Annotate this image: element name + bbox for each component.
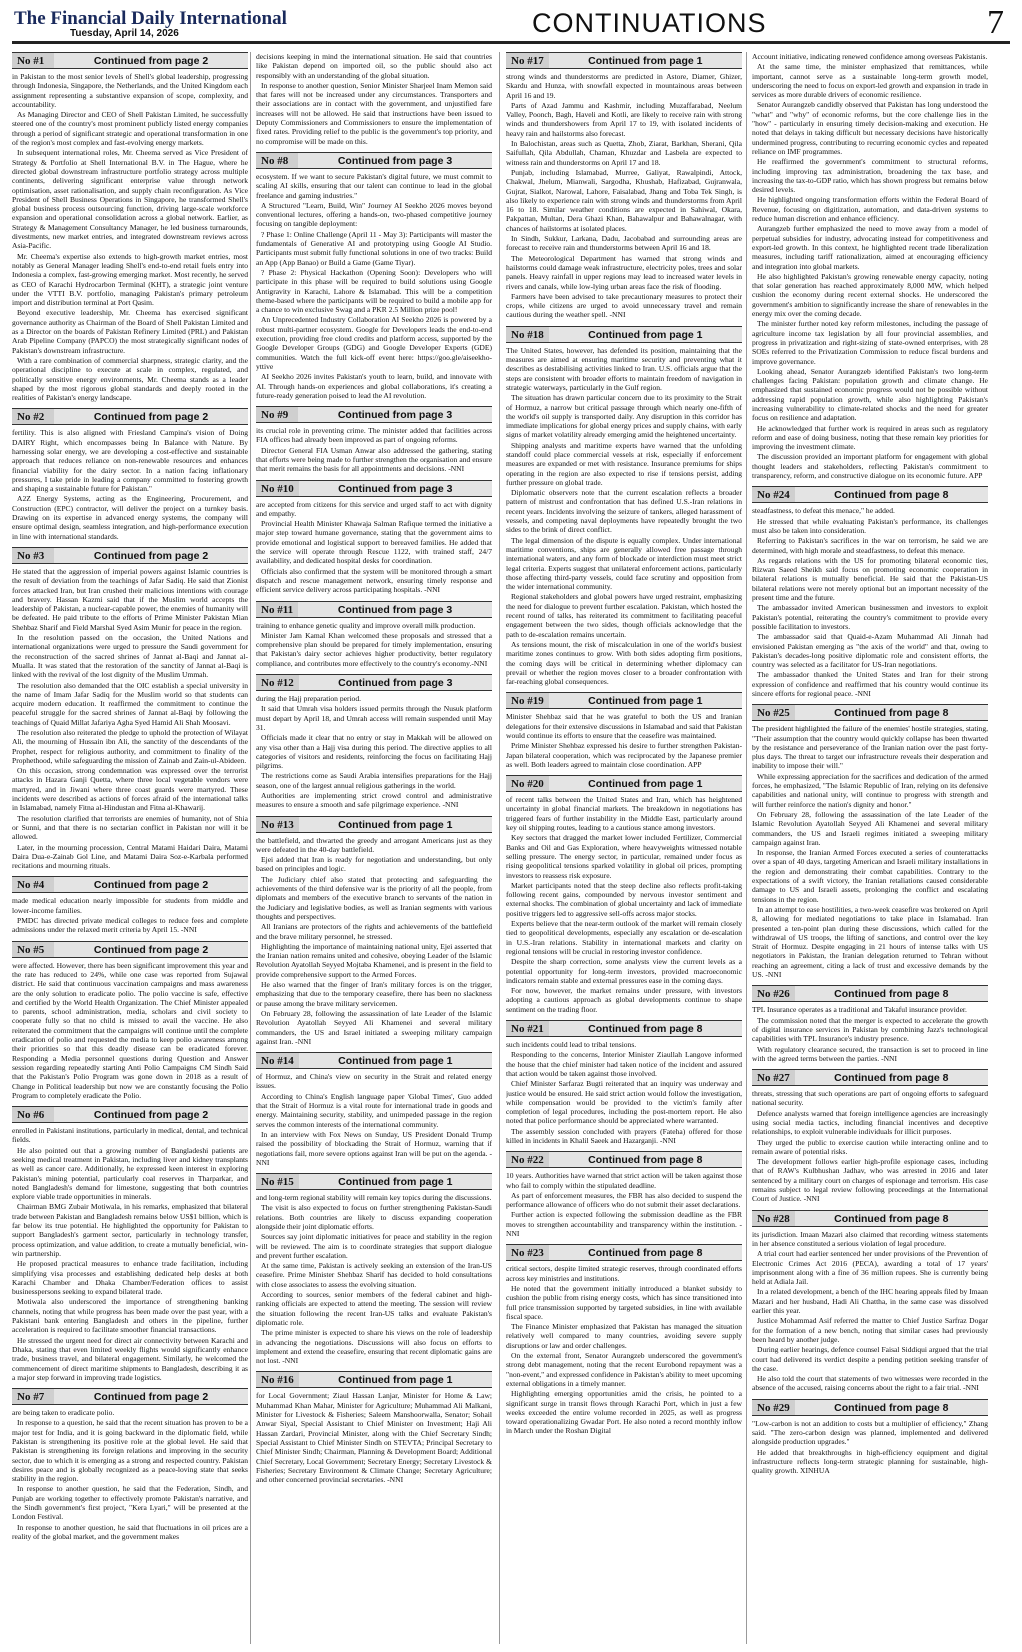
article-body: [12, 567, 248, 871]
article: [506, 1020, 742, 1145]
article-paragraph: Provincial Health Minister Khawaja Salman Rafique termed the initiative a major step toward humane governance, stating that the government aims to provide emotional and logistical support to bereaved families. He added that the service will operate through Rescue 1122, with trained staff, 24/7 availability, and dedicated hospital desks for coordination.: [256, 519, 492, 566]
article-paragraph: He also warned that the finger of Iran's military forces is on the trigger, emphasizing that due to the temporary ceasefire, there has been no slackness or pause among the brave military servicemen.: [256, 980, 492, 1008]
article-header: [256, 1052, 492, 1069]
article-number: No #29: [752, 1400, 795, 1415]
article-body: [506, 72, 742, 320]
article-number: No #6: [12, 1107, 54, 1122]
article-header: [256, 1173, 492, 1190]
continued-from-label: Continued from page 8: [834, 1212, 949, 1225]
article-paragraph: Aurangzeb further emphasized the need to move away from a model of perpetual subsidies for industry, advocating instead for competitiveness and export-led growth. In this context, he highlighted recent trade liberalization measures, including tariff rationalization, aimed at encouraging efficiency and integration into global markets.: [752, 224, 988, 271]
article-number: No #25: [752, 705, 795, 720]
article-paragraph: In response, the Iranian Armed Forces executed a series of counterattacks over a span of 40 days, targeting American and Israeli military installations in the region and demonstrating their combat capabilities. Contrary to the expectations of a swift victory, the Iranian retaliations caused considerable damage to US and Israeli assets, prolonging the conflict and escalating tensions in the region.: [752, 848, 988, 904]
article-body: [256, 836, 492, 1047]
column-divider: [746, 52, 747, 1644]
continued-from-label: Continued from page 2: [93, 1109, 209, 1122]
continued-from-label: Continued from page 8: [834, 707, 949, 720]
article-number: No #16: [256, 1372, 299, 1387]
article: [12, 941, 248, 1100]
article-paragraph: The ambassador thanked the United States and Iran for their strong expression of confidence and reaffirmed that his country would continue its sincere efforts for regional peace. -NNI: [752, 670, 988, 698]
article: [506, 52, 742, 320]
article: [506, 326, 742, 687]
article-body: [12, 1408, 248, 1541]
continued-from-label: Continued from page 1: [588, 328, 703, 341]
article-number: No #14: [256, 1053, 299, 1068]
article-body: [752, 506, 988, 698]
column-2: [256, 52, 492, 1644]
article-header: [12, 876, 248, 893]
article: [506, 692, 742, 769]
article-header: [12, 547, 248, 564]
article-number: No #4: [12, 877, 54, 892]
article-paragraph: threats, stressing that such operations are part of ongoing efforts to safeguard national security.: [752, 1089, 988, 1108]
issue-date: Tuesday, April 14, 2026: [70, 28, 179, 39]
article-header: [752, 704, 988, 721]
article-header: [506, 326, 742, 343]
article-paragraph: A trial court had earlier sentenced her under provisions of the Prevention of Electronic Crimes Act 2016 (PECA), awarding a total of 17 years' imprisonment along with a fine of 36 million rupees. She is currently being held at Adiala Jail.: [752, 1249, 988, 1287]
article-body: [256, 500, 492, 595]
article-paragraph: The United States, however, has defended its position, maintaining that the measures are aimed at ensuring maritime security and preventing what it describes as destabilising activities linked to Iran. U.S. officials argue that the steps are consistent with broader efforts to maintain freedom of navigation in strategic waterways, particularly in the Gulf region.: [506, 345, 742, 392]
article-paragraph: its jurisdiction. Imaan Mazari also claimed that recording witness statements in her absence constituted a serious violation of legal procedure.: [752, 1229, 988, 1248]
article-paragraph: Chairman BMG Zubair Motiwala, in his remarks, emphasized that bilateral trade between Pakistan and Bangladesh remains below US$1 billion, which is far below its true potential. He highlighted the opportunity for Pakistan to support Bangladesh's garment sector, particularly in technology transfer, process optimization, and value addition, to create a mutually beneficial, win-win partnership.: [12, 1202, 248, 1258]
article-paragraph: As tensions mount, the risk of miscalculation in one of the world's busiest maritime zones continues to grow. With both sides adopting firm positions, the coming days will be critical in determining whether diplomacy can prevail or whether the region moves closer to a broader confrontation with far-reaching global consequences.: [506, 639, 742, 687]
article-paragraph: The situation has drawn particular concern due to its proximity to the Strait of Hormuz, a narrow but critical passage through which nearly one-fifth of the world's oil supply is transported daily. Any disruption in this corridor has immediate implications for global energy prices and supply chains, with early signs of market volatility already emerging amid the heightened uncertainty.: [506, 393, 742, 440]
article-number: No #10: [256, 481, 299, 496]
article: [256, 406, 492, 473]
article-paragraph: As part of enforcement measures, the FBR has also decided to suspend the performance allowance of officers who do not submit their asset declarations.: [506, 1190, 742, 1210]
article-paragraph: On February 28, following the assassination of the late Leader of the Islamic Revolution Ayatollah Seyyed Ali Khamenei and several military commanders, the US and Israeli regimes initiated a sweeping military campaign against Iran.: [752, 809, 988, 847]
article-paragraph: PMDC has directed private medical colleges to reduce fees and complete admissions under the relaxed merit criteria by April 15. -NNI: [12, 916, 248, 935]
article-paragraph: Highlighting emerging opportunities amid the crisis, he pointed to a significant surge in transit flows through Karachi Port, which in just a few weeks exceeded the entire volume recorded in 2025, as well as progress toward operationalizing Gwadar Port. He also noted a record monthly inflow in March under the Roshan Digital: [506, 1389, 742, 1436]
article-paragraph: He also told the court that statements of two witnesses were recorded in the absence of the accused, raising concerns about the right to a fair trial. -NNI: [752, 1374, 988, 1393]
continued-from-label: Continued from page 1: [588, 55, 703, 67]
continued-from-label: Continued from page 2: [93, 943, 209, 956]
article-paragraph: The Meteorological Department has warned that strong winds and hailstorms could damage weak infrastructure, electricity poles, trees and solar panels. Heavy rainfall in upper regions may lead to increased water levels in rivers and canals, while low-lying urban areas face the risk of flooding.: [506, 253, 742, 291]
continued-from-label: Continued from page 3: [338, 482, 453, 495]
continued-from-label: Continued from page 3: [338, 677, 453, 690]
article-paragraph: The resolution clarified that terrorists are enemies of humanity, not of Shia or Sunni, and that there is no sectarian conflict in Pakistan nor will it be allowed.: [12, 813, 248, 842]
article-header: [256, 152, 492, 169]
article-paragraph: Motiwala also underscored the importance of strengthening banking channels, noting that while progress has been made over the past year, with a Pakistani bank entering Bangladesh and others in the pipeline, further acceleration is required to facilitate smoother financial transactions.: [12, 1297, 248, 1335]
article-header: [752, 1069, 988, 1086]
article-header: [256, 480, 492, 497]
continued-from-label: Continued from page 2: [93, 55, 209, 67]
article-paragraph: They urged the public to exercise caution while interacting online and to remain aware of potential risks.: [752, 1137, 988, 1156]
continued-from-label: Continued from page 8: [588, 1023, 703, 1036]
article-number: No #22: [506, 1152, 549, 1167]
article-header: [256, 1371, 492, 1388]
article-paragraph: Sources say joint diplomatic initiatives for peace and stability in the region will be reviewed. The aim is to coordinate strategies that support dialogue and prevent further escalation.: [256, 1232, 492, 1260]
continued-from-label: Continued from page 2: [93, 549, 209, 562]
article-paragraph: for Local Government; Ziaul Hassan Lanjar, Minister for Home & Law; Muhammad Khan Mahar, Minister for Agriculture; Muhammad Ali Malkani, Minister for Livestock & Fisheries; Saleem Manshoorwalla, Senator; Sohail Anwar Siyal, Special Assistant to Chief Minister on Investment; Haji Ali Hassan Zardari, Provincial Minister, along with the Chief Secretary Sindh; Special Assistant to Chief Minister Sindh on STEVTA; Principal Secretary to Chief Minister Sindh; Chairman, Planning & Development Board; Additional Chief Secretary, Local Government; Secretary Energy; Secretary Livestock & Fisheries; Secretary Environment & Climate Change; Secretary Agriculture; and other concerned provincial secretaries. -NNI: [256, 1391, 492, 1485]
article-number: No #20: [506, 776, 549, 791]
article-paragraph: its crucial role in preventing crime. The minister added that facilities across FIA offices had already been improved as part of ongoing reforms.: [256, 426, 492, 445]
article-paragraph: "Low-carbon is not an addition to costs but a multiplier of efficiency," Zhang said. "The zero-carbon design was planned, implemented and delivered alongside production upgrades.": [752, 1418, 988, 1447]
article: [256, 601, 492, 668]
article-paragraph: Prime Minister Shehbaz expressed his desire to further strengthen Pakistan-Japan bilateral cooperation, which was reciprocated by the Japanese premier as well. Both leaders agreed to maintain close coordination. APP: [506, 741, 742, 769]
article-paragraph: Ejei added that Iran is ready for negotiation and understanding, but only based on principles and logic.: [256, 855, 492, 874]
article-paragraph: Experts believe that the near-term outlook of the market will remain closely tied to geopolitical developments, especially any escalation or de-escalation in U.S.-Iran relations. Stability in international markets and clarity on regional tensions will be crucial in restoring investor confidence.: [506, 919, 742, 956]
article-body: [12, 896, 248, 934]
article-body: [506, 346, 742, 687]
article-paragraph: in Pakistan to the most senior levels of Shell's global leadership, progressing through Indonesia, Singapore, the Netherlands, and the United Kingdom each assignment representing a substantive expansion of scope, complexity, and accountability.: [12, 72, 248, 109]
article: [752, 1399, 988, 1476]
article-paragraph: are being taken to eradicate polio.: [12, 1408, 115, 1418]
article-paragraph: Officials also confirmed that the system will be monitored through a smart dispatch and rescue management network, ensuring timely response and efficient service delivery across participating hospitals. -NNI: [256, 566, 492, 595]
article-body: [506, 1171, 742, 1238]
article-paragraph: are accepted from citizens for this service and urged staff to act with dignity and empathy.: [256, 499, 492, 518]
article-number: No #9: [256, 407, 298, 422]
article: [752, 1210, 988, 1393]
article-paragraph: steadfastness, to defeat this menace," he added.: [752, 506, 895, 516]
continued-from-label: Continued from page 8: [834, 988, 949, 1001]
article-header: [256, 816, 492, 833]
article-paragraph: At the same time, Pakistan is actively seeking an extension of the Iran-US ceasefire. Prime Minister Shehbaz Sharif has decided to hold consultations with close associates to assess the evolving situation.: [256, 1261, 492, 1289]
article-header: [506, 1020, 742, 1037]
article-paragraph: decisions keeping in mind the international situation. He said that countries like Pakistan depend on imported oil, so the public should also act responsibly with an understanding of the global situation.: [256, 52, 492, 80]
article-paragraph: The ambassador said that Quaid-e-Azam Muhammad Ali Jinnah had envisioned Pakistan emerging as "the axis of the world" and that, owing to Pakistan's decades-long positive diplomatic role and consistent efforts, the country was selected as a facilitator for US-Iran negotiations.: [752, 632, 988, 670]
continued-from-label: Continued from page 2: [93, 411, 209, 424]
article-paragraph: Defence analysts warned that foreign intelligence agencies are increasingly using social media tactics, including financial incentives and deceptive relationships, to exploit vulnerable individuals for illicit purposes.: [752, 1108, 988, 1137]
article-body: [12, 72, 248, 402]
article-body: [256, 1391, 492, 1484]
article-body: [506, 1264, 742, 1435]
article-header: [506, 775, 742, 792]
article-paragraph: With a rare combination of commercial sharpness, strategic clarity, and the operational discipline to execute at scale in complex, regulated, and politically sensitive energy environments, Mr. Cheema stands as a leader shaped by the most rigorous global standards and deeply rooted in the realities of Pakistan's energy landscape.: [12, 355, 248, 403]
article: [752, 52, 988, 480]
article: [752, 704, 988, 979]
article-paragraph: The resolution also reiterated the pledge to uphold the protection of Wilayat Ali, the mourning of Hussain ibn Ali, the sanctity of the descendants of the Prophet, respect for religious authority, and commitment to finality of the Prophethood, while safeguarding the mission of Zainab and Zain-ul-Abideen.: [12, 728, 248, 765]
article-paragraph: Beyond executive leadership, Mr. Cheema has exercised significant governance authority as Chairman of the Board of Shell Pakistan Limited and as a Director on the boards of Pakistan Refinery Limited (PRL) and Pakistan Arab Pipeline Company (PAPCO) the most strategically significant nodes of Pakistan's downstream infrastructure.: [12, 308, 248, 355]
article-paragraph: Authorities are implementing strict crowd control and administrative measures to ensure a smooth and safe pilgrimage experience. -NNI: [256, 791, 492, 810]
article-body: [752, 1089, 988, 1204]
article-header: [256, 601, 492, 618]
article-paragraph: The Finance Minister emphasized that Pakistan has managed the situation relatively well compared to many countries, avoiding severe supply disruptions or law and order challenges.: [506, 1322, 742, 1350]
article-paragraph: Officials made it clear that no entry or stay in Makkah will be allowed on any visa other than a Hajj visa during this period. The directive applies to all categories of visitors and residents, reinforcing the focus on facilitating Hajj pilgrims.: [256, 733, 492, 771]
article-paragraph: were affected. However, there has been significant improvement this year and the rate has reduced to 24%, while one case was reported from Sujawal district. He said that continuous vaccination campaigns and mass awareness are the only solution to eradicate polio. The polio vaccine is safe, effective and certified by the World Health Organization. The Chief Minister appealed to parents, school administration, media, scholars and civil society to cooperate fully so that no child is missed to avail the vaccine. He also reiterated the commitment that the campaigns will continue until the complete eradication of polio and requested the media to keep polio awareness among their priorities so that this deadly disease can be eradicated forever. Responding a Media personnel questions during Question and Answer session regarding repeatedly starting Anti Polio Campaigns CM Sindh Said that the Pakistan's Polio Program was gone down in 2018 as a result of Change in Political leadership but now we are constantly focusing the Polio Program to completely eradicate the Polio.: [12, 960, 248, 1100]
article-paragraph: He stated that the aggression of imperial powers against Islamic countries is the result of deviation from the teachings of Jafar Sadiq. He said that Zionist forces attacked Iran, but Iran crushed their malicious intentions with courage and bravery. Hassan Kazmi said that if the Muslim world accepts the leadership of Pakistan, a nuclear-capable power, the enemies of humanity will be defeated. He paid tribute to the efforts of Prime Minister Pakistan Mian Shehbaz Sharif and Field Marshal Syed Asim Munir for peace in the region.: [12, 566, 248, 632]
article-paragraph: Account initiative, indicating renewed confidence among overseas Pakistanis.: [752, 52, 988, 61]
article-paragraph: enrolled in Pakistani institutions, particularly in medical, dental, and technical fields.: [12, 1126, 248, 1145]
article-paragraph: With regulatory clearance secured, the transaction is set to proceed in line with the agreed terms between the parties. -NNI: [752, 1044, 988, 1063]
article-number: No #1: [12, 53, 54, 68]
article-number: No #17: [506, 53, 549, 68]
article-number: No #21: [506, 1021, 549, 1036]
article-paragraph: Parts of Azad Jammu and Kashmir, including Muzaffarabad, Neelum Valley, Poonch, Bagh, Haveli and Kotli, are likely to receive rain with strong winds and thundershowers from April 17 to 19, with isolated incidents of heavy rain and hailstorms also forecast.: [506, 100, 742, 138]
article-header: [752, 1210, 988, 1227]
article-paragraph: He added that breakthroughs in high-efficiency equipment and digital infrastructure reflects long-term strategic planning for sustainable, high-quality growth. XINHUA: [752, 1447, 988, 1476]
column-4: [752, 52, 988, 1644]
article-paragraph: Mr. Cheema's expertise also extends to high-growth market entries, most notably as General Manager leading Shell's end-to-end retail fuels entry into Indonesia a complex, fast-growing emerging market. Most recently, he served as CEO of Karachi Hydrocarbon Terminal (KHT), a strategic joint venture under the VTTI B.V. portfolio, managing Pakistan's primary petroleum import and distribution terminal at Port Qasim.: [12, 251, 248, 308]
article: [256, 152, 492, 400]
article-number: No #7: [12, 1389, 54, 1404]
article-paragraph: Responding to the concerns, Interior Minister Ziaullah Langove informed the house that the chief minister had taken notice of the incident and assured that action would be taken against those involved.: [506, 1050, 742, 1078]
article-number: No #27: [752, 1070, 795, 1085]
article: [506, 775, 742, 1014]
continued-from-label: Continued from page 8: [588, 1247, 703, 1260]
article-paragraph: In response to a question, he said that the recent situation has proven to be a major test for India, and it is going backward in the diplomatic field, while Pakistan is strengthening its positive role at the global level. He said that Pakistan is strengthening its foreign relations and improving in the security sector, due to which it is emerging as a strong and respected country. Pakistan desires peace and is globally recognized as a peace-loving state that seeks stability in the region.: [12, 1418, 248, 1484]
article-body: [256, 172, 492, 400]
article-body: [506, 1040, 742, 1145]
column-1: [12, 52, 248, 1644]
article-number: No #12: [256, 675, 299, 690]
continued-from-label: Continued from page 1: [588, 695, 703, 708]
article-paragraph: the battlefield, and thwarted the greedy and arrogant Americans just as they were defeated in the 40-day battlefield.: [256, 835, 492, 854]
continued-from-label: Continued from page 1: [338, 1176, 453, 1189]
article-paragraph: In response to another question, Senior Minister Sharjeel Inam Memon said that fares will not be increased under any circumstances. Transporters and their associations are in contact with the government, and unjustified fare increases will not be allowed. He said that instructions have been issued to Deputy Commissioners and Commissioners to ensure the implementation of fixed rates. Providing relief to the public is the government's top priority, and no compromise will be made on this.: [256, 80, 492, 146]
article-paragraph: fertility. This is also aligned with Friesland Campina's vision of Doing DAIRY Right, which encompasses being In Balance with Nature. By harnessing solar energy, we are developing a cost-effective and sustainable approach that reduces reliance on non-renewable resources and enhances financial viability for the dairy sector. In a nation facing inflationary pressures, I take pride in leading a company committed to fostering growth and shaping a sustainable future for Pakistan.": [12, 428, 248, 494]
article-header: [506, 1151, 742, 1168]
article-number: No #8: [256, 153, 298, 168]
article-paragraph: A2Z Energy Systems, acting as the Engineering, Procurement, and Construction (EPC) contractor, will deliver the project on a turnkey basis. Drawing on its expertise in advanced energy systems, the company will ensure optimal design, seamless integration, and high-performance execution in line with international standards.: [12, 494, 248, 541]
article: [506, 1151, 742, 1238]
article-number: No #2: [12, 409, 54, 424]
article-body: [752, 1419, 988, 1476]
article-paragraph: He stressed the urgent need for direct air connectivity between Karachi and Dhaka, stating that even limited weekly flights would significantly enhance trade, business travel, and bilateral engagement. Similarly, he welcomed the commencement of direct maritime shipments to Bangladesh, describing it as a major step forward in improving trade logistics.: [12, 1335, 248, 1382]
continued-from-label: Continued from page 8: [834, 1072, 949, 1085]
article-paragraph: In the resolution passed on the occasion, the United Nations and international organizations were urged to pressure the Saudi government for the reconstruction of the sacred shrines of Jannat al-Baqi and Jannat al-Mualla. It was stated that the restoration of the sanctity of Jannat al-Baqi is linked with the revival of the lost dignity of the Muslim Ummah.: [12, 633, 248, 680]
article-paragraph: The development follows earlier high-profile espionage cases, including that of RAW's Kulbhushan Jadhav, who was arrested in 2016 and later sentenced by a military court on charges of espionage and terrorism. His case remains subject to legal review following proceedings at the International Court of Justice. -NNI: [752, 1157, 988, 1204]
article-paragraph: 10 years. Authorities have warned that strict action will be taken against those who fail to comply within the stipulated deadline.: [506, 1171, 742, 1190]
article-body: [256, 1193, 492, 1365]
article-body: [752, 724, 988, 979]
article-number: No #15: [256, 1174, 299, 1189]
article: [752, 486, 988, 698]
page-number: 7: [987, 4, 1004, 41]
continued-from-label: Continued from page 1: [338, 1055, 453, 1068]
article-body: [506, 795, 742, 1014]
article-paragraph: The assembly session concluded with prayers (Fateha) offered for those killed in incidents in Khalil Saeek and Hazarganji. -NNI: [506, 1126, 742, 1145]
article-paragraph: Shipping analysts and maritime experts have warned that the unfolding standoff could place commercial vessels at risk, especially if enforcement measures are expanded or met with resistance. Insurance premiums for ships operating in the region are also expected to rise if tensions persist, adding further pressure on global trade.: [506, 440, 742, 487]
article-paragraph: The visit is also expected to focus on further strengthening Pakistan-Saudi relations. Both countries are likely to discuss expanding cooperation alongside their joint diplomatic efforts.: [256, 1203, 492, 1231]
article-paragraph: made medical education nearly impossible for students from middle and lower-income families.: [12, 896, 248, 915]
article: [12, 52, 248, 402]
article-paragraph: Chief Minister Sarfaraz Bugti reiterated that an inquiry was underway and justice would be ensured. He said strict action would follow the investigation, while compensation would be provided to the victim's family after completion of legal procedures, including the post-mortem report. He also noted that police performance should be appreciated where warranted.: [506, 1079, 742, 1126]
article-number: No #24: [752, 487, 795, 502]
continued-from-label: Continued from page 2: [93, 1391, 209, 1404]
article-number: No #18: [506, 327, 549, 342]
article-paragraph: In subsequent international roles, Mr. Cheema served as Vice President of Strategy & Portfolio at Shell International B.V. in The Hague, where he directed global downstream infrastructure portfolio strategy across multiple continents, delivering significant enterprise value through network optimisation, asset rationalisation, and supply chain reconfiguration. As Vice President of Shell Business Operations in Singapore, he transformed Shell's global business process outsourcing function, driving large-scale workforce expansion and operational consolidation across a global network. Earlier, as Strategy & Management Consultancy Manager, he led business turnarounds, divestments, new market entries, and integrated downstream reviews across Asia-Pacific.: [12, 148, 248, 251]
article-paragraph: On February 28, following the assassination of late Leader of the Islamic Revolution Ayatollah Seyyed Ali Khamenei and several military commanders, the US and Israel initiated a sweeping military campaign against Iran. -NNI: [256, 1008, 492, 1046]
article-paragraph: In an interview with Fox News on Sunday, US President Donald Trump raised the possibility of blockading the Strait of Hormuz, warning that if negotiations fail, more severe options against Iran will be put on the agenda. -NNI: [256, 1129, 492, 1167]
continued-from-label: Continued from page 8: [834, 489, 949, 502]
article: [256, 1173, 492, 1365]
article-paragraph: Minister Shehbaz said that he was grateful to both the US and Iranian delegations for their extensive discussions in Islamabad and said that Pakistan would continue its efforts to ensure that the ceasefire was maintained.: [506, 712, 742, 740]
article-paragraph: He reaffirmed the government's commitment to structural reforms, including improving tax administration, broadening the tax base, and increasing the tax-to-GDP ratio, which has shown progress but remains below desired levels.: [752, 157, 988, 195]
article-paragraph: For now, however, the market remains under pressure, with investors adopting a cautious approach as global developments continue to shape sentiment on the trading floor.: [506, 986, 742, 1014]
article-header: [506, 692, 742, 709]
article-paragraph: In Sindh, Sukkur, Larkana, Dadu, Jacobabad and surrounding areas are forecast to receive rain and thunderstorms between April 16 and 18.: [506, 234, 742, 253]
article: [506, 1244, 742, 1435]
article-paragraph: The resolution also demanded that the OIC establish a special university in the name of Imam Jafar Sadiq for the Muslim world so that students can acquire modern education. It reaffirmed the commitment to continue the peaceful struggle for the sacred shrines of Jannat al-Baqi by following the teachings of Quaid Millat Jafariya Agha Syed Hamid Ali Shah Moosavi.: [12, 680, 248, 727]
article-paragraph: On this occasion, strong condemnation was expressed over the terrorist attacks in Hazara Ganji Quetta, where three local vegetable vendors were martyred, and in Jiwani where three coast guards were martyred. These incidents were described as actions of forces afraid of the international talks in Islamabad, namely Fitna al-Hindustan and Fitna al-Khawarij.: [12, 766, 248, 813]
article-body: [12, 428, 248, 541]
article-paragraph: ? Phase 1: Online Challenge (April 11 - May 3): Participants will master the fundamentals of Generative AI and prototyping using Google AI Studio. Participants must submit fully functional solutions in one of two tracks: Build an App (App Banao) or Build a Game (Game Tiyar).: [256, 229, 492, 267]
article-paragraph: Further action is expected following the submission deadline as the FBR moves to strengthen accountability and transparency within the institution. -NNI: [506, 1210, 742, 1239]
article-paragraph: In Balochistan, areas such as Quetta, Zhob, Ziarat, Barkhan, Sherani, Qila Saifullah, Qila Abdullah, Chaman, Khuzdar and Lasbela are expected to witness rain and thunderstorms on April 17 and 18.: [506, 139, 742, 167]
article-paragraph: and long-term regional stability will remain key topics during the discussions.: [256, 1193, 492, 1203]
column-divider: [499, 52, 500, 1644]
article-paragraph: The restrictions come as Saudi Arabia intensifies preparations for the Hajj season, one of the largest annual religious gatherings in the world.: [256, 771, 492, 790]
article-body: [12, 961, 248, 1100]
article-paragraph: Farmers have been advised to take precautionary measures to protect their crops, while citizens are urged to avoid unnecessary travel and remain cautious during the weather spell. -NNI: [506, 291, 742, 320]
article-paragraph: All Iranians are protectors of the rights and achievements of the battlefield and the brave military personnel, he stressed.: [256, 922, 492, 941]
article-header: [506, 1244, 742, 1261]
article-paragraph: Diplomatic observers note that the current escalation reflects a broader pattern of mistrust and confrontation that has defined U.S.-Iran relations in recent years. Incidents involving the seizure of tankers, alleged harassment of vessels, and competing naval deployments have repeatedly brought the two sides to the brink of direct conflict.: [506, 488, 742, 535]
article-paragraph: ? Phase 2: Physical Hackathon (Opening Soon): Developers who will participate in this phase will be required to build solutions using Google Antigravity in Karachi, Lahore & Islamabad. This will be a competition theme-based where the participants will be required to build a mobile app for a chance to win exclusive Swag and a PKR 2.5 Million prize pool!: [256, 267, 492, 315]
article-number: No #28: [752, 1211, 795, 1226]
article-paragraph: during the Hajj preparation period.: [256, 694, 361, 704]
continued-from-label: Continued from page 1: [338, 818, 453, 831]
article: [12, 1388, 248, 1541]
article-paragraph: During earlier hearings, defence counsel Faisal Siddiqui argued that the trial court had delivered its verdict despite a pending petition seeking transfer of the case.: [752, 1345, 988, 1373]
article-header: [256, 406, 492, 423]
article-paragraph: of recent talks between the United States and Iran, which has heightened uncertainty in global financial markets. The breakdown in negotiations has triggered fears of further instability in the Middle East, particularly around key oil shipping routes, leading to a cautious stance among investors.: [506, 795, 742, 833]
article-paragraph: In an attempt to ease hostilities, a two-week ceasefire was brokered on April 8, allowing for mediated negotiations to take place in Islamabad. Iran presented a ten-point plan during these discussions, which called for the withdrawal of US troops, the lifting of sanctions, and control over the key Strait of Hormuz. Despite engaging in 21 hours of intense talks with US negotiators in Pakistan, the Iranian delegation returned to Tehran without reaching an agreement, citing a lack of trust and excessive demands by the US. -NNI: [752, 904, 988, 980]
article-paragraph: Key sectors that dragged the market lower included Fertilizer, Commercial Banks and Oil and Gas Exploration, where heavyweights witnessed notable selling pressure. The energy sector, in particular, remained under focus as rising geopolitical tensions sparked volatility in global oil prices, prompting investors to reassess risk exposure.: [506, 833, 742, 880]
article-number: No #13: [256, 817, 299, 832]
article-paragraph: critical sectors, despite limited strategic reserves, through coordinated efforts across key ministries and institutions.: [506, 1264, 742, 1283]
article-header: [506, 52, 742, 69]
section-title: CONTINUATIONS: [532, 8, 767, 38]
article-paragraph: He stressed that while evaluating Pakistan's performance, its challenges must also be taken into consideration.: [752, 516, 988, 535]
article-paragraph: The Judiciary chief also stated that protecting and safeguarding the achievements of the third defensive war is the priority of all the people, from diplomats and members of the executive branch to servants of the nation in the Judiciary and legislative bodies, as well as Iranian segments with various thoughts and perspectives.: [256, 874, 492, 921]
article: [12, 408, 248, 541]
column-3: [506, 52, 742, 1644]
article: [256, 816, 492, 1047]
article-paragraph: At the same time, the minister emphasized that remittances, while important, cannot serve as a sustainable long-term growth model, underscoring the need to focus on export-led growth and expansion in trade in services as more durable drivers of economic resilience.: [752, 62, 988, 100]
continued-from-label: Continued from page 3: [337, 154, 453, 167]
paper-name: The Financial Daily International: [14, 8, 287, 29]
continued-from-label: Continued from page 1: [338, 1374, 453, 1387]
article-number: No #23: [506, 1245, 549, 1260]
article-paragraph: The prime minister is expected to share his views on the role of leadership in advancing the negotiations. Discussions will also focus on efforts to implement and extend the ceasefire, ensuring that recent diplomatic gains are not lost. -NNI: [256, 1328, 492, 1366]
masthead: [12, 6, 1010, 44]
article-paragraph: Regional stakeholders and global powers have urged restraint, emphasizing the need for dialogue to prevent further escalation. Pakistan, which hosted the recent round of talks, has reiterated its commitment to facilitating peaceful engagement between the two sides, though officials acknowledge that the path to de-escalation remains uncertain.: [506, 592, 742, 639]
article: [256, 1052, 492, 1167]
article-paragraph: Market participants noted that the steep decline also reflects profit-taking following recent gains, compounded by nervous investor sentiment and external shocks. The combination of global uncertainty and lack of immediate positive triggers led to aggressive sell-offs across major stocks.: [506, 880, 742, 918]
article-paragraph: The ambassador invited American businessmen and investors to exploit Pakistan's potential, reiterating the country's commitment to provide every possible facilitation to investors.: [752, 603, 988, 631]
article-body: [256, 621, 492, 668]
article-header: [752, 985, 988, 1002]
article-body: [506, 712, 742, 769]
article-header: [752, 1399, 988, 1416]
article-paragraph: As Managing Director and CEO of Shell Pakistan Limited, he successfully steered one of the country's most prominent publicly listed energy companies through a period of significant strategic and operational transformation in one of the region's most complex and fast-evolving energy markets.: [12, 110, 248, 148]
article-paragraph: While expressing appreciation for the sacrifices and dedication of the armed forces, he emphasized, "The Islamic Republic of Iran, relying on its defensive capabilities and national unity, will continue to progress with strength and will further reinforce the nation's dignity and honor.": [752, 771, 988, 809]
article-paragraph: As regards relations with the US for promoting bilateral economic ties, Rizwan Saeed Sheikh said focus on promoting economic cooperation in bilateral relations is mutually beneficial. He said that the Pakistan-US bilateral relations were not merely optional but an important necessity of the present time and the future.: [752, 555, 988, 603]
article-paragraph: Justice Mohammad Asif referred the matter to Chief Justice Sarfraz Dogar for the formation of a new bench, noting that similar cases had previously been heard by another judge.: [752, 1316, 988, 1344]
article-number: No #26: [752, 986, 795, 1001]
article: [256, 480, 492, 595]
article-paragraph: The president highlighted the failure of the enemies' hostile strategies, stating, "Their assumption that the country would quickly collapse has been thwarted by the resistance and perseverance of the Iranian nation over the past forty-plus days. The threat to target our infrastructure reveals their desperation and inability to impose their will.": [752, 724, 988, 771]
article-paragraph: such incidents could lead to tribal tensions.: [506, 1040, 637, 1050]
article-paragraph: AI Seekho 2026 invites Pakistan's youth to learn, build, and innovate with AI. Through hands-on experiences and global collaborations, it's creating a future-ready generation poised to lead the AI revolution.: [256, 372, 492, 400]
article-number: No #3: [12, 548, 54, 563]
article-paragraph: According to China's English language paper 'Global Times', Guo added that the Strait of Hormuz is a vital route for international trade in goods and energy. Maintaining security, stability, and unimpeded passage in the region serves the common interests of the international community.: [256, 1091, 492, 1129]
continued-from-label: Continued from page 3: [337, 603, 453, 616]
article-paragraph: The commission noted that the merger is expected to accelerate the growth of digital insurance services in Pakistan by combining Jazz's technological capabilities with TPL Insurance's industry presence.: [752, 1015, 988, 1044]
article: [752, 1069, 988, 1204]
article-body: [256, 426, 492, 473]
article-paragraph: strong winds and thunderstorms are predicted in Astore, Diamer, Ghizer, Skardu and Hunza, with snowfall expected in mountainous areas between April 16 and 19.: [506, 72, 742, 100]
column-divider: [250, 52, 251, 1644]
article-paragraph: In a related development, a bench of the IHC hearing appeals filed by Imaan Mazari and her husband, Hadi Ali Chattha, in the same case was dissolved earlier this year.: [752, 1287, 988, 1316]
article-header: [12, 1388, 248, 1405]
article-number: No #5: [12, 942, 54, 957]
article: [256, 52, 492, 146]
article-paragraph: It said that Umrah visa holders issued permits through the Nusuk platform must depart by April 18, and Umrah access will remain suspended until May 31.: [256, 704, 492, 732]
continued-from-label: Continued from page 2: [93, 879, 209, 892]
article-paragraph: An Unprecedented Industry Collaboration AI Seekho 2026 is powered by a robust multi-partner ecosystem. Google for Developers leads the end-to-end execution, providing free cloud credits and platform access, supported by the Google Developer Groups (GDG) and Google Developer Experts (GDE) communities. Watch the full kick-off event here: https://goo.gle/aiseekho-yttive: [256, 315, 492, 371]
article-body: [752, 52, 988, 480]
article-paragraph: He noted that the government initially introduced a blanket subsidy to cushion the public from rising energy costs, which has since transitioned into full price transmission supported by targeted subsidies, in line with available fiscal space.: [506, 1283, 742, 1321]
article-paragraph: Director General FIA Usman Anwar also addressed the gathering, stating that efforts were being made to further strengthen the organisation and ensure that merit remains the basis for all appointments and decisions. -NNI: [256, 445, 492, 474]
article-header: [12, 52, 248, 69]
article-paragraph: Referring to Pakistan's sacrifices in the war on terrorism, he said we are determined, with high morale and steadfastness, to defeat this menace.: [752, 536, 988, 555]
article-header: [12, 1106, 248, 1123]
article-paragraph: Highlighting the importance of maintaining national unity, Ejei asserted that the Iranian nation remains united and cohesive, obeying Leader of the Islamic Revolution Ayatollah Seyyed Mojtaba Khamenei, and is present in the field to provide comprehensive support to the Armed Forces.: [256, 941, 492, 979]
article-number: No #11: [256, 602, 298, 617]
article-header: [12, 408, 248, 425]
article: [12, 1106, 248, 1382]
article-paragraph: He highlighted ongoing transformation efforts within the Federal Board of Revenue, focusing on digitization, automation, and data-driven systems to reduce human discretion and enhance efficiency.: [752, 195, 988, 224]
article-body: [256, 1072, 492, 1167]
article-header: [12, 941, 248, 958]
article-paragraph: Punjab, including Islamabad, Murree, Galiyat, Rawalpindi, Attock, Chakwal, Jhelum, Mianwali, Sargodha, Khushab, Hafizabad, Gujranwala, Gujrat, Sialkot, Narowal, Lahore, Faisalabad, Jhang and Toba Tek Singh, is also likely to experience rain with strong winds and thunderstorms from April 16 to 18. Similar weather conditions are expected in Sahiwal, Okara, Pakpattan, Multan, Dera Ghazi Khan, Bahawalpur and Bahawalnagar, with chances of hailstorms at isolated places.: [506, 167, 742, 233]
article-paragraph: He also highlighted Pakistan's growing renewable energy capacity, noting that solar generation has reached approximately 8,000 MW, which helped cushion the economy during recent external shocks. He underscored the government's ambition to significantly increase the share of renewables in the energy mix over the coming decade.: [752, 271, 988, 319]
article-paragraph: Later, in the mourning procession, Central Matami Haidari Daira, Matami Daira Dua-e-Zainab Gol Line, and Matami Daira Soz-e-Karbala performed recitations and mourning rituals.: [12, 842, 248, 871]
article-paragraph: A Structured "Learn, Build, Win" Journey AI Seekho 2026 moves beyond conventional lectures, offering a hands-on, two-phased competitive journey focusing on tangible deployment:: [256, 200, 492, 229]
article-body: [752, 1005, 988, 1063]
article: [752, 985, 988, 1063]
article-paragraph: of Hormuz, and China's view on security in the Strait and related energy issues.: [256, 1072, 492, 1091]
article-paragraph: The legal dimension of the dispute is equally complex. Under international maritime conventions, ships are generally allowed free passage through international waters, and any form of blockade or interdiction must meet strict legal criteria. Experts suggest that unilateral enforcement actions, particularly those affecting third-party vessels, could face scrutiny and opposition from the wider international community.: [506, 535, 742, 592]
article-paragraph: Senator Aurangzeb candidly observed that Pakistan has long understood the "what" and "why" of economic reforms, but the core challenge lies in the "how" - particularly in ensuring timely decision-making and execution. He noted that delays in taking difficult but necessary decisions have historically undermined progress, contributing to recurring economic cycles and repeated reliance on IMF programmes.: [752, 100, 988, 156]
article-paragraph: Minister Jam Kamal Khan welcomed these proposals and stressed that a comprehensive plan should be prepared for timely implementation, ensuring that Pakistan's dairy sector achieves higher productivity, better regulatory compliance, and contributes more effectively to the country's economy.-NNI: [256, 630, 492, 668]
article-body: [12, 1126, 248, 1382]
article-paragraph: The minister further noted key reform milestones, including the passage of agriculture income tax legislation by all four provincial assemblies, and progress in privatization and right-sizing of state-owned enterprises, with 28 SOEs referred to the Privatization Commission to reduce fiscal burdens and improve governance.: [752, 319, 988, 366]
article-paragraph: On the external front, Senator Aurangzeb underscored the government's strong debt management, noting that the recent Eurobond repayment was a "non-event," and expressed confidence in Pakistan's ability to meet upcoming external obligations in a timely manner.: [506, 1351, 742, 1388]
article-number: No #19: [506, 693, 549, 708]
continued-from-label: Continued from page 3: [337, 409, 453, 422]
continued-from-label: Continued from page 8: [834, 1401, 949, 1414]
continued-from-label: Continued from page 1: [588, 778, 703, 791]
article-paragraph: Despite the sharp correction, some analysts view the current levels as a potential opportunity for long-term investors, provided macroeconomic indicators remain stable and external pressures ease in the coming days.: [506, 957, 742, 985]
article: [256, 1371, 492, 1484]
article: [12, 876, 248, 934]
article-paragraph: Looking ahead, Senator Aurangzeb identified Pakistan's two long-term challenges facing Pakistan: population growth and climate change. He emphasized that sustained economic progress would not be possible without addressing rapid population growth, while also highlighting Pakistan's increasing vulnerability to climate-related shocks and the need for greater focus on resilience and adaptation.: [752, 366, 988, 423]
article-paragraph: He acknowledged that further work is required in areas such as regulatory reform and ease of doing business, noting that these remain key priorities for improving the investment climate.: [752, 423, 988, 452]
article-paragraph: In response to another question, he said that the Federation, Sindh, and Punjab are working together to effectively promote Pakistan's narrative, and the Sindh government's first project, "Kera Lyari," will be presented at the London Festival.: [12, 1484, 248, 1522]
article-paragraph: According to sources, senior members of the federal cabinet and high-ranking officials are expected to attend the meeting. The session will review the situation following the recent Iran-US talks and evaluate Pakistan's diplomatic role.: [256, 1290, 492, 1327]
article-paragraph: ecosystem. If we want to secure Pakistan's digital future, we must commit to scaling AI skills, ensuring that our talent can continue to lead in the global freelance and gaming industries.": [256, 171, 492, 200]
article: [12, 547, 248, 871]
article-paragraph: In response to another question, he said that fluctuations in oil prices are a reality of the global market, and the government makes: [12, 1522, 248, 1541]
article-header: [256, 674, 492, 691]
article-paragraph: The discussion provided an important platform for engagement with global thought leaders and stakeholders, reflecting Pakistan's commitment to transparency, reform, and constructive dialogue on its economic future. APP: [752, 452, 988, 481]
article: [256, 674, 492, 810]
article-header: [752, 486, 988, 503]
article-paragraph: training to enhance genetic quality and improve overall milk production.: [256, 620, 476, 630]
continued-from-label: Continued from page 8: [588, 1154, 703, 1167]
article-body: [256, 694, 492, 810]
article-paragraph: TPL Insurance operates as a traditional and Takaful insurance provider.: [752, 1005, 967, 1015]
article-paragraph: He also pointed out that a growing number of Bangladeshi patients are seeking medical treatment in Pakistan, including liver and kidney transplants as well as cancer care. Additionally, he expressed keen interest in exploring Pakistan's mining potential, particularly coal reserves in Tharparkar, and noted Bangladesh's demand for limestone, suggesting that both countries explore viable trade opportunities in minerals.: [12, 1145, 248, 1202]
article-body: [256, 52, 492, 146]
article-body: [752, 1230, 988, 1393]
article-paragraph: He proposed practical measures to enhance trade facilitation, including simplifying visa processes and establishing dedicated help desks at both Karachi Chamber and Dhaka Chamber/Federation offices to assist businesspersons seeking to expand bilateral trade.: [12, 1259, 248, 1297]
